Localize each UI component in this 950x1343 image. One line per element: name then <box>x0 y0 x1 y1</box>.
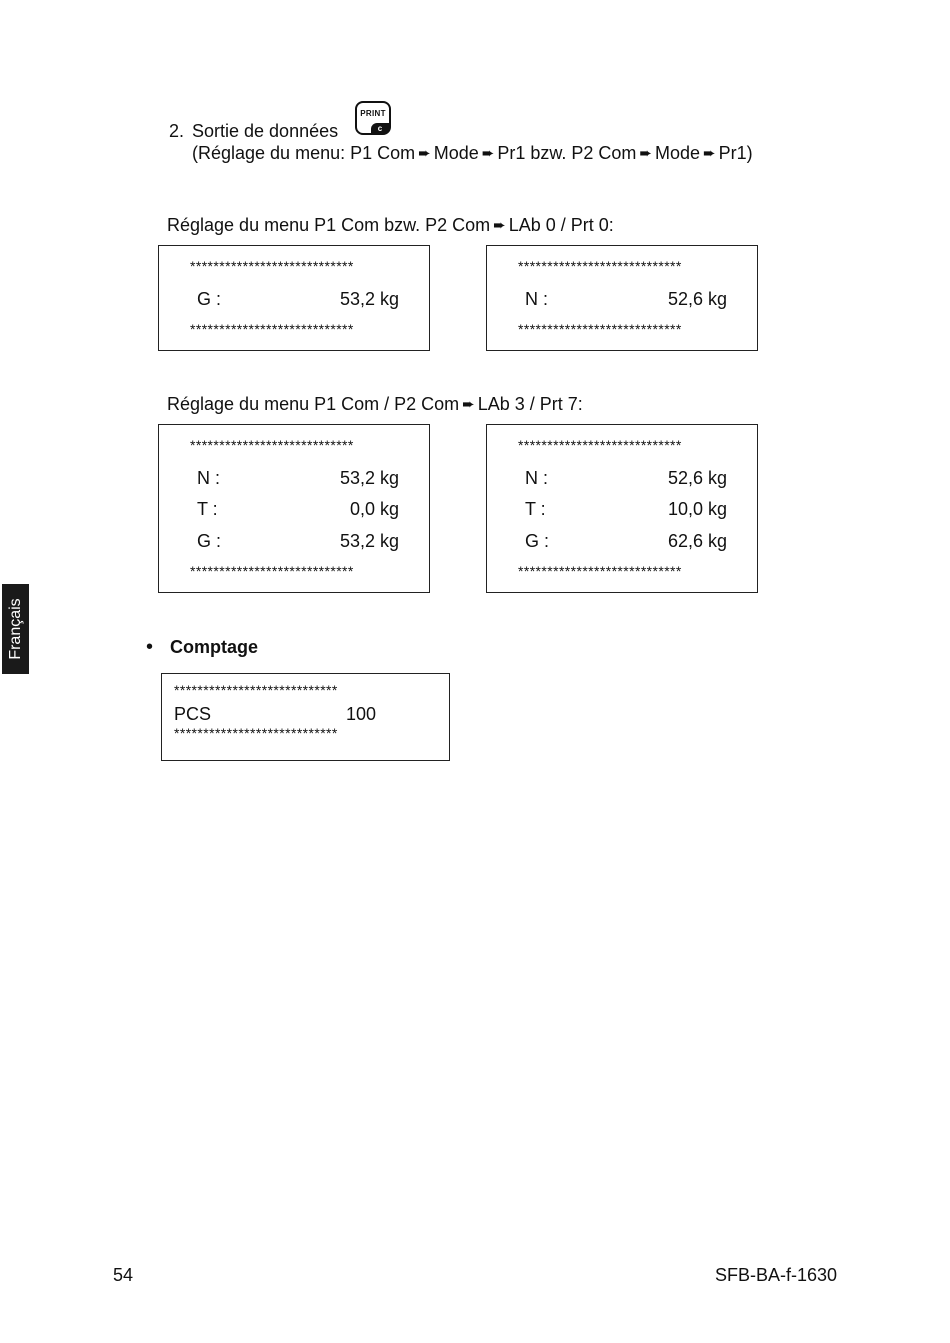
bullet-icon: • <box>146 636 154 658</box>
stars-top: **************************** <box>518 437 682 453</box>
arrow-right-icon: ➨ <box>481 145 495 162</box>
language-side-tab <box>2 584 29 674</box>
setting1-suffix: LAb 0 / Prt 0: <box>508 215 614 235</box>
printout-value-net: 53,2 kg <box>339 468 399 488</box>
arrow-right-icon: ➨ <box>702 145 716 162</box>
printout-label-net: N : <box>525 468 549 488</box>
menu-path-step: Pr1 bzw. P2 Com <box>497 143 637 163</box>
menu-path <box>192 142 753 166</box>
setting2-heading <box>167 393 583 417</box>
stars-top: **************************** <box>190 258 354 274</box>
menu-path-step: Mode <box>433 143 479 163</box>
section-title: Sortie de données <box>192 121 339 141</box>
menu-path-step: Mode <box>654 143 700 163</box>
printout-value-tare: 0,0 kg <box>349 499 399 519</box>
printout-value-gross: 53,2 kg <box>339 531 399 551</box>
stars-bottom: **************************** <box>190 563 354 579</box>
counting-title: Comptage <box>170 637 259 657</box>
arrow-right-icon: ➨ <box>493 217 506 234</box>
page-number: 54 <box>113 1265 134 1285</box>
print-key-label: PRINT <box>360 109 386 118</box>
print-key-icon <box>355 101 391 135</box>
printout-label-gross: G : <box>525 531 550 551</box>
printout-value-tare: 10,0 kg <box>667 499 727 519</box>
printout-label-pcs: PCS <box>174 704 212 724</box>
printout-box-net <box>486 245 758 351</box>
print-key-sub: c <box>371 123 389 134</box>
printout-value-pcs: 100 <box>346 704 377 724</box>
printout-label-tare: T : <box>525 499 546 519</box>
printout-value: 52,6 kg <box>667 289 727 309</box>
printout-box-ntg-right <box>486 424 758 593</box>
setting2-prefix: Réglage du menu P1 Com / P2 Com <box>167 394 460 414</box>
stars-bottom: **************************** <box>174 725 338 741</box>
stars-top: **************************** <box>190 437 354 453</box>
language-side-tab-label: Français <box>6 598 24 660</box>
arrow-right-icon: ➨ <box>639 145 652 162</box>
printout-label-gross: G : <box>197 531 222 551</box>
printout-box-gross <box>158 245 430 351</box>
printout-label-net: N : <box>197 468 221 488</box>
menu-path-end: Pr1) <box>718 143 753 163</box>
printout-box-ntg-left <box>158 424 430 593</box>
stars-bottom: **************************** <box>518 563 682 579</box>
arrow-right-icon: ➨ <box>462 396 475 413</box>
printout-value: 53,2 kg <box>339 289 399 309</box>
stars-top: **************************** <box>518 258 682 274</box>
printout-label: N : <box>525 289 549 309</box>
menu-path-start: (Réglage du menu: P1 Com <box>192 143 416 163</box>
printout-box-count <box>161 673 450 761</box>
arrow-right-icon: ➨ <box>418 145 431 162</box>
stars-bottom: **************************** <box>190 321 354 337</box>
printout-label: G : <box>197 289 222 309</box>
stars-bottom: **************************** <box>518 321 682 337</box>
section-number: 2. <box>169 121 185 141</box>
setting1-heading <box>167 214 614 238</box>
printout-value-net: 52,6 kg <box>667 468 727 488</box>
printout-value-gross: 62,6 kg <box>667 531 727 551</box>
setting1-prefix: Réglage du menu P1 Com bzw. P2 Com <box>167 215 491 235</box>
setting2-suffix: LAb 3 / Prt 7: <box>477 394 583 414</box>
stars-top: **************************** <box>174 682 338 698</box>
document-code: SFB-BA-f-1630 <box>714 1265 837 1285</box>
printout-label-tare: T : <box>197 499 218 519</box>
